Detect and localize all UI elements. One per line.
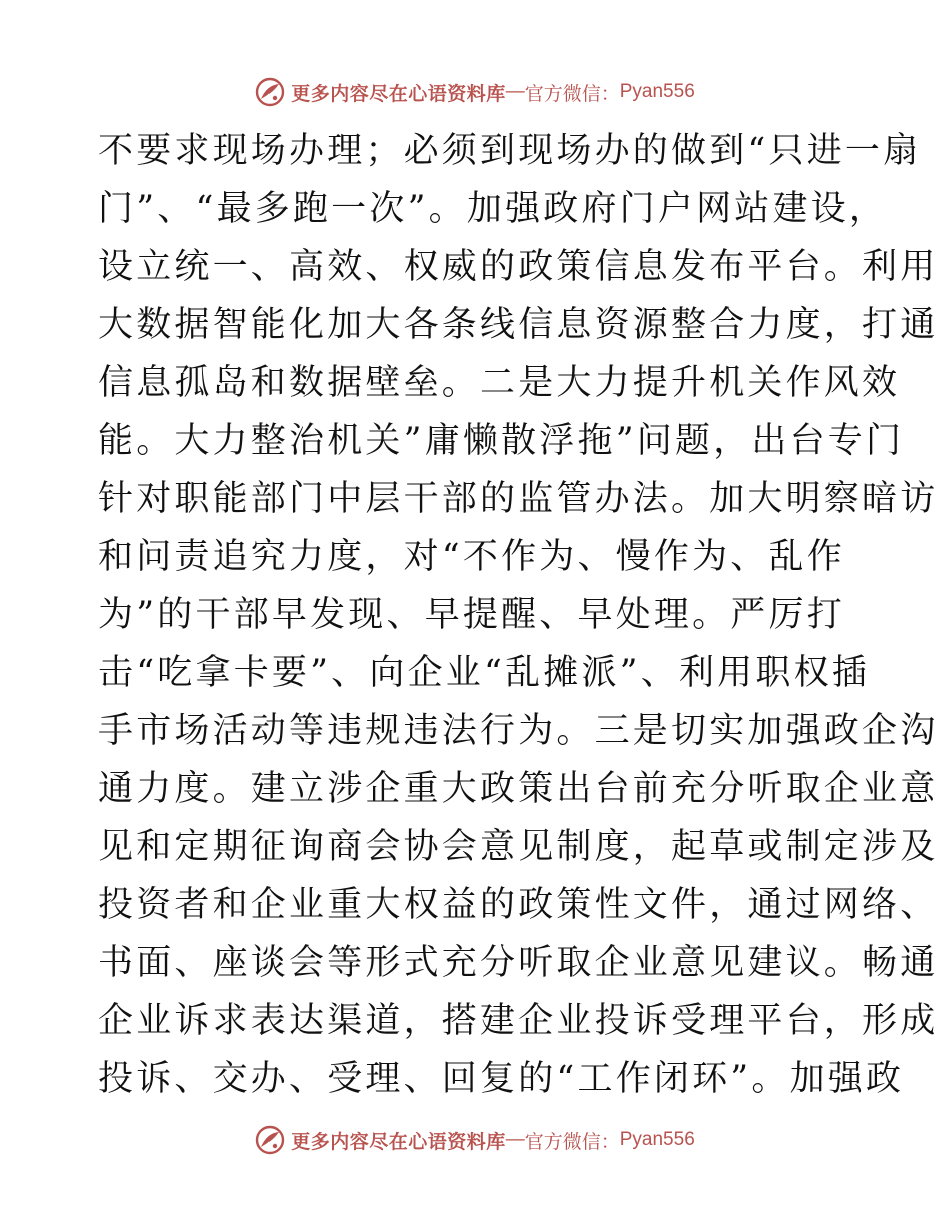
- banner-title: 更多内容尽在心语资料库: [291, 1130, 506, 1153]
- text-line: 书面、座谈会等形式充分听取企业意见建议。畅通: [98, 943, 939, 983]
- text-line: 能。大力整治机关”庸懒散浮拖”问题，出台专门: [98, 421, 905, 461]
- text-line: 见和定期征询商会协会意见制度，起草或制定涉及: [98, 827, 939, 867]
- banner-wechat-label: 官方微信：: [524, 82, 620, 105]
- text-line: 企业诉求表达渠道，搭建企业投诉受理平台，形成: [98, 1001, 939, 1041]
- text-line: 击“吃拿卡要”、向企业“乱摊派”、利用职权插: [98, 653, 870, 693]
- pen-logo-icon: [255, 1125, 285, 1155]
- body-text: [98, 122, 939, 1108]
- text-line: 和问责追究力度，对“不作为、慢作为、乱作: [98, 537, 845, 577]
- text-line: 大数据智能化加大各条线信息资源整合力度，打通: [98, 305, 939, 345]
- text-line: 通力度。建立涉企重大政策出台前充分听取企业意: [98, 769, 939, 809]
- text-line: 手市场活动等违规违法行为。三是切实加强政企沟: [98, 711, 939, 751]
- text-line: 设立统一、高效、权威的政策信息发布平台。利用: [98, 247, 939, 287]
- banner-title: 更多内容尽在心语资料库: [291, 82, 506, 105]
- banner-separator: —: [505, 81, 525, 102]
- banner-wechat-id: Pyan556: [619, 1129, 695, 1150]
- text-line: 信息孤岛和数据壁垒。二是大力提升机关作风效: [98, 363, 901, 403]
- text-line: 为”的干部早发现、早提醒、早处理。严厉打: [98, 595, 845, 635]
- header-banner: [0, 72, 950, 112]
- banner-separator: —: [505, 1129, 525, 1150]
- text-line: 投诉、交办、受理、回复的“工作闭环”。加强政: [98, 1059, 905, 1099]
- text-line: 针对职能部门中层干部的监管办法。加大明察暗访: [98, 479, 939, 519]
- text-line: 门”、“最多跑一次”。加强政府门户网站建设，: [98, 189, 888, 229]
- pen-logo-icon: [255, 77, 285, 107]
- banner-wechat-id: Pyan556: [619, 81, 695, 102]
- text-line: 投资者和企业重大权益的政策性文件，通过网络、: [98, 885, 939, 925]
- text-line: 不要求现场办理；必须到现场办的做到“只进一扇: [98, 131, 922, 171]
- banner-wechat-label: 官方微信：: [524, 1130, 620, 1153]
- footer-banner: [0, 1120, 950, 1160]
